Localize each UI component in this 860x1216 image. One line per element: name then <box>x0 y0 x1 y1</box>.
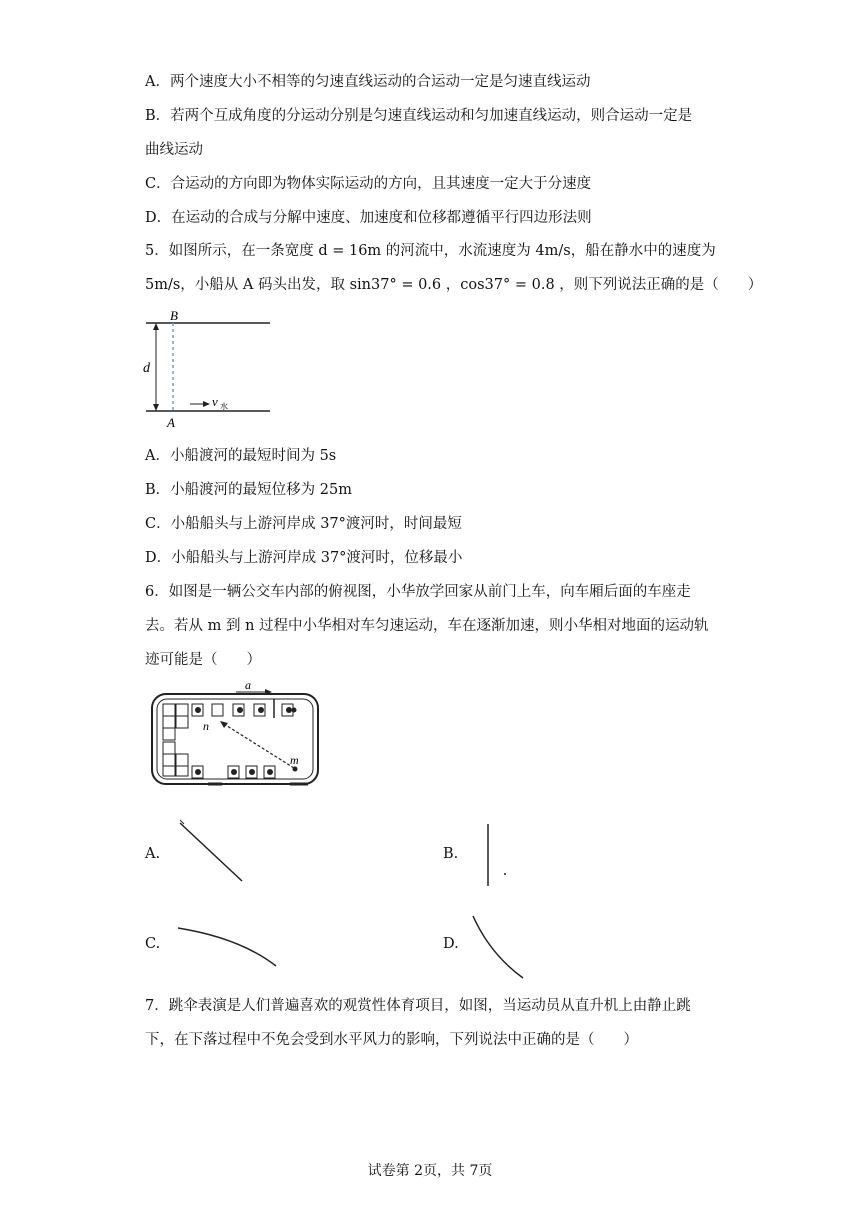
q4-option-d: D．在运动的合成与分解中速度、加速度和位移都遵循平行四边形法则 <box>145 210 592 226</box>
bottom-row-passengers <box>195 769 273 775</box>
q6-option-b-label: B. <box>443 846 459 862</box>
q4-option-b-line1: B．若两个互成角度的分运动分别是匀速直线运动和匀加速直线运动，则合运动一定是 <box>145 108 693 124</box>
q6-stem-line2: 去。若从 m 到 n 过程中小华相对车匀速运动，车在逐渐加速，则小华相对地面的运动轨 <box>145 618 709 634</box>
label-v-subscript: 水 <box>220 402 228 411</box>
q6-stem-line1: 6．如图是一辆公交车内部的俯视图，小华放学回家从前门上车，向车厢后面的车座走 <box>145 584 691 600</box>
point-m <box>293 767 298 772</box>
q5-stem-line2: 5m/s，小船从 A 码头出发，取 sin37° = 0.6 ，cos37° = 0.8 ，则下列说法正确的是（ ） <box>145 277 763 293</box>
label-a: a <box>245 680 251 692</box>
trajectory-c <box>170 918 285 973</box>
q4-option-c: C．合运动的方向即为物体实际运动的方向，且其速度一定大于分速度 <box>145 176 592 192</box>
bus-top-view-diagram <box>148 680 328 796</box>
q5-option-b: B．小船渡河的最短位移为 25m <box>145 482 352 498</box>
water-velocity-arrow-head <box>203 401 210 407</box>
q5-stem-line1: 5．如图所示，在一条宽度 d = 16m 的河流中，水流速度为 4m/s，船在静水中的速度为 <box>145 243 716 259</box>
rear-seats <box>163 704 188 776</box>
q6-stem-line3: 迹可能是（ ） <box>145 652 261 668</box>
q6-option-d-label: D. <box>443 936 459 952</box>
q6-option-a-label: A. <box>145 846 161 862</box>
trajectory-a <box>170 815 260 890</box>
label-n: n <box>203 719 209 733</box>
q5-option-c: C．小船船头与上游河岸成 37°渡河时，时间最短 <box>145 516 462 532</box>
label-a: A <box>167 415 175 430</box>
q6-option-c-label: C. <box>145 936 161 952</box>
q7-stem-line1: 7．跳伞表演是人们普遍喜欢的观赏性体育项目，如图，当运动员从直升机上由静止跳 <box>145 998 691 1014</box>
q4-option-b-line2: 曲线运动 <box>145 142 203 158</box>
trajectory-d <box>465 910 535 985</box>
q4-option-a: A．两个速度大小不相等的匀速直线运动的合运动一定是匀速直线运动 <box>145 74 591 90</box>
label-m: m <box>290 753 299 767</box>
page-footer: 试卷第 2页，共 7页 <box>367 1163 493 1179</box>
top-row-passengers <box>195 707 297 713</box>
label-d: d <box>143 361 150 376</box>
q5-option-d: D．小船船头与上游河岸成 37°渡河时，位移最小 <box>145 550 463 566</box>
label-v: v <box>212 394 218 409</box>
river-diagram <box>140 308 280 430</box>
label-b: B <box>170 308 178 323</box>
width-arrow-head-down <box>153 404 159 411</box>
path-m-to-n <box>224 724 294 768</box>
trajectory-b <box>475 820 525 890</box>
width-arrow-head-up <box>153 323 159 330</box>
q5-option-a: A．小船渡河的最短时间为 5s <box>145 448 337 464</box>
path-arrow-head <box>220 721 228 728</box>
q7-stem-line2: 下，在下落过程中不免会受到水平风力的影响，下列说法中正确的是（ ） <box>145 1032 638 1048</box>
